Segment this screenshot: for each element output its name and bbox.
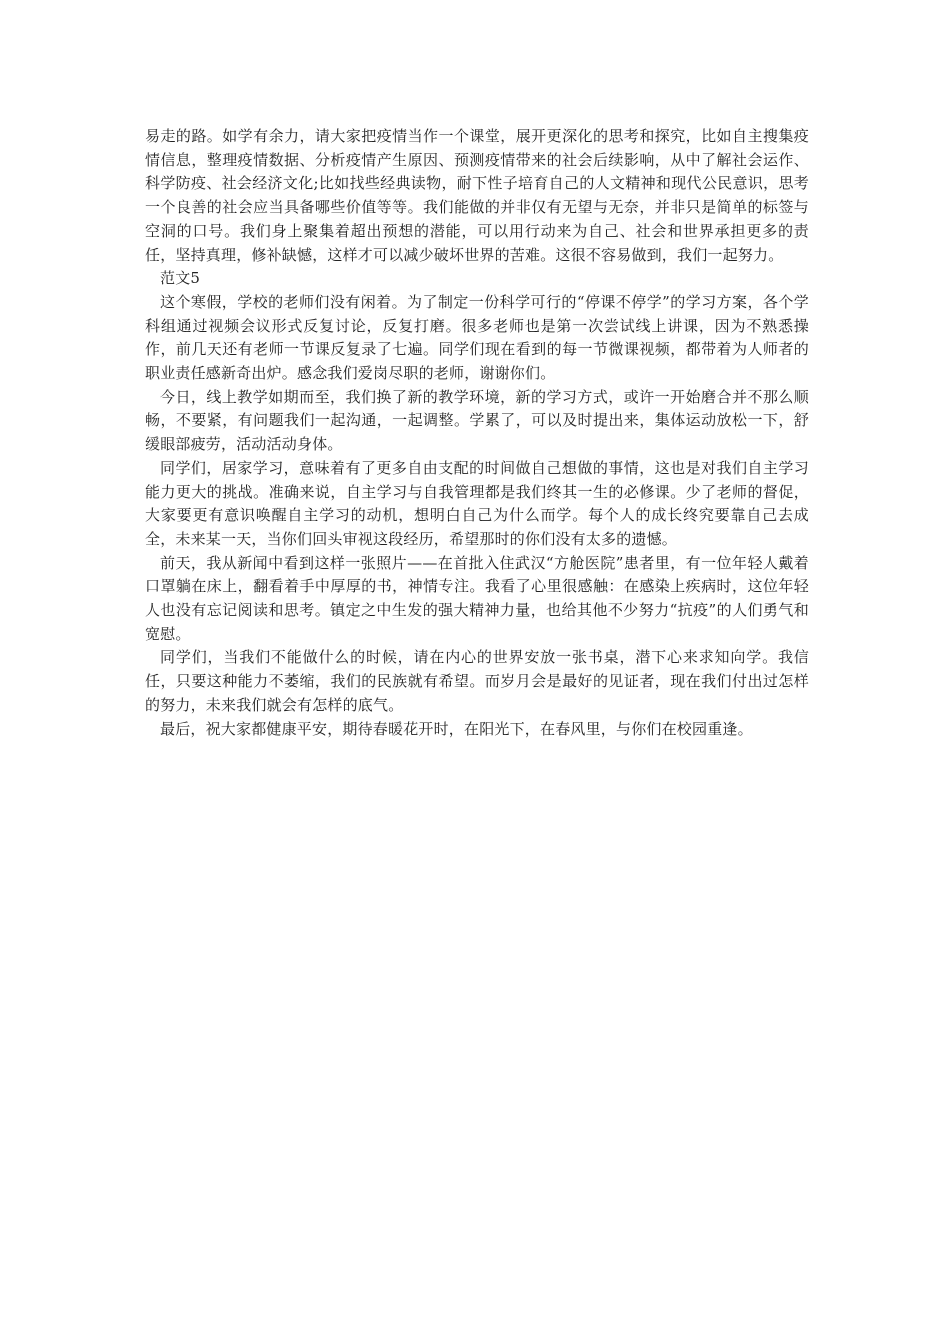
paragraph-continuation: 易走的路。如学有余力，请大家把疫情当作一个课堂，展开更深化的思考和探究，比如自主搜集疫情信息，整理疫情数据、分析疫情产生原因、预测疫情带来的社会后续影响，从中了解社会运作、科学防疫、社会经济文化;比如找些经典读物，耐下性子培育自己的人文精神和现代公民意识，思考一个良善的社会应当具备哪些价值等等。我们能做的并非仅有无望与无奈，并非只是简单的标签与空洞的口号。我们身上聚集着超出预想的潜能，可以用行动来为自己、社会和世界承担更多的责任，坚持真理，修补缺憾，这样才可以减少破坏世界的苦难。这很不容易做到，我们一起努力。 xyxy=(145,127,809,264)
paragraph: 今日，线上教学如期而至，我们换了新的教学环境，新的学习方式，或许一开始磨合并不那么顺畅，不要紧，有问题我们一起沟通，一起调整。学累了，可以及时提出来，集体运动放松一下，舒缓眼部疲劳，活动活动身体。 xyxy=(145,387,809,454)
section-heading-fanwen-5: 范文5 xyxy=(160,269,201,288)
paragraph: 同学们，居家学习，意味着有了更多自由支配的时间做自己想做的事情，这也是对我们自主学习能力更大的挑战。准确来说，自主学习与自我管理都是我们终其一生的必修课。少了老师的督促，大家要更有意识唤醒自主学习的动机，想明白自己为什么而学。每个人的成长终究要靠自己去成全，未来某一天，当你们回头审视这段经历，希望那时的你们没有太多的遗憾。 xyxy=(145,458,809,548)
paragraph: 同学们，当我们不能做什么的时候，请在内心的世界安放一张书桌，潜下心来求知向学。我信任，只要这种能力不萎缩，我们的民族就有希望。而岁月会是最好的见证者，现在我们付出过怎样的努力，未来我们就会有怎样的底气。 xyxy=(145,648,809,714)
document-body xyxy=(145,125,809,741)
paragraph: 这个寒假，学校的老师们没有闲着。为了制定一份科学可行的“停课不停学”的学习方案，各个学科组通过视频会议形式反复讨论，反复打磨。很多老师也是第一次尝试线上讲课，因为不熟悉操作，前几天还有老师一节课反复录了七遍。同学们现在看到的每一节微课视频，都带着为人师者的职业责任感新奇出炉。感念我们爱岗尽职的老师，谢谢你们。 xyxy=(145,292,809,383)
paragraph: 前天，我从新闻中看到这样一张照片——在首批入住武汉“方舱医院”患者里，有一位年轻人戴着口罩躺在床上，翻看着手中厚厚的书，神情专注。我看了心里很感触：在感染上疾病时，这位年轻人也没有忘记阅读和思考。镇定之中生发的强大精神力量，也给其他不少努力“抗疫”的人们勇气和宽慰。 xyxy=(145,553,809,643)
paragraph-closing: 最后，祝大家都健康平安，期待春暖花开时，在阳光下，在春风里，与你们在校园重逢。 xyxy=(160,719,753,738)
